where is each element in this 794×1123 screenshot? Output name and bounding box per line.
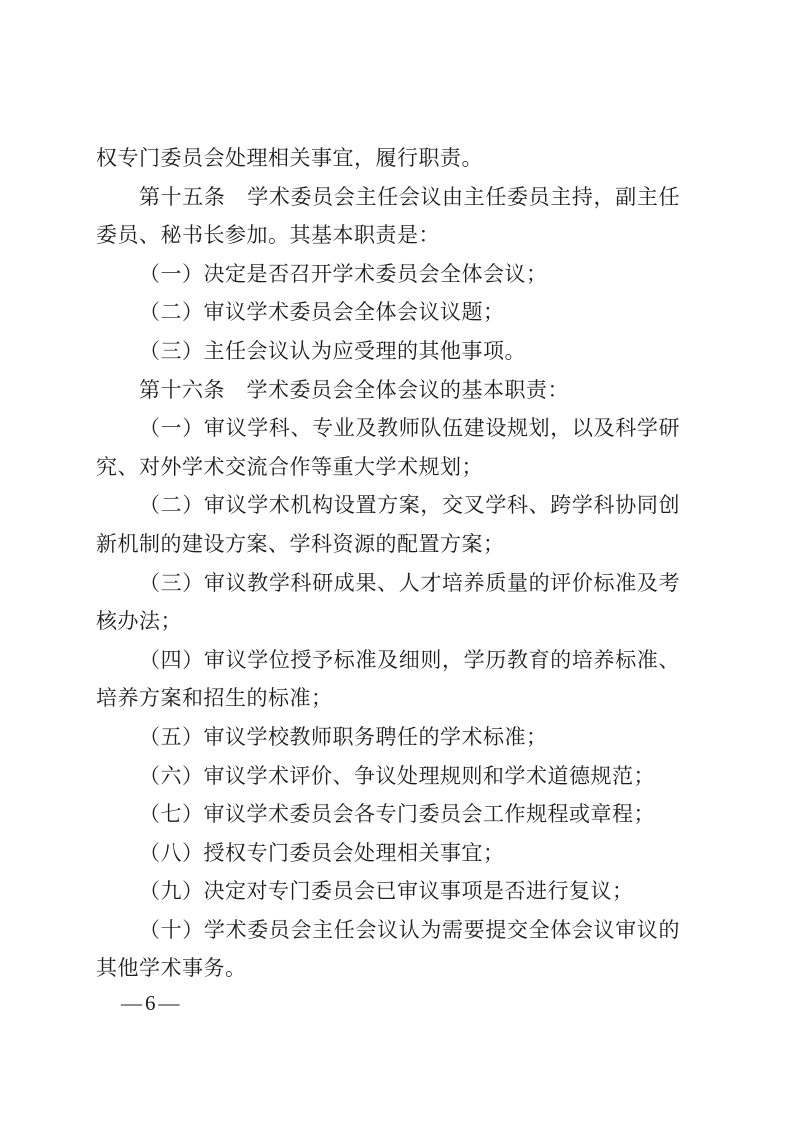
text-line: 究、对外学术交流合作等重大学术规划； bbox=[96, 454, 483, 479]
text-line: （三）审议教学科研成果、人才培养质量的评价标准及考 bbox=[139, 570, 680, 595]
text-line: （三）主任会议认为应受理的其他事项。 bbox=[139, 338, 526, 363]
text-line: 委员、秘书长参加。其基本职责是： bbox=[96, 223, 440, 248]
text-line: （十）学术委员会主任会议认为需要提交全体会议审议的 bbox=[139, 917, 680, 942]
text-line: （一）决定是否召开学术委员会全体会议； bbox=[139, 261, 548, 286]
text-line: （四）审议学位授予标准及细则，学历教育的培养标准、 bbox=[139, 647, 680, 672]
page-number: —6— bbox=[121, 991, 183, 1015]
text-line: （二）审议学术机构设置方案，交叉学科、跨学科协同创 bbox=[139, 493, 680, 518]
text-line: 核办法； bbox=[96, 609, 182, 634]
text-line: （一）审议学科、专业及教师队伍建设规划，以及科学研 bbox=[139, 416, 680, 441]
text-line: （五）审议学校教师职务聘任的学术标准； bbox=[139, 724, 548, 749]
text-line: 权专门委员会处理相关事宜，履行职责。 bbox=[96, 146, 483, 170]
document-body bbox=[96, 139, 680, 988]
text-line: （二）审议学术委员会全体会议议题； bbox=[139, 300, 505, 325]
text-line: 第十五条 学术委员会主任会议由主任委员主持，副主任 bbox=[139, 184, 680, 209]
text-line: 其他学术事务。 bbox=[96, 956, 247, 981]
text-line: （六）审议学术评价、争议处理规则和学术道德规范； bbox=[139, 763, 655, 788]
text-line: （七）审议学术委员会各专门委员会工作规程或章程； bbox=[139, 802, 655, 827]
text-line: 新机制的建设方案、学科资源的配置方案； bbox=[96, 531, 505, 556]
text-line: （九）决定对专门委员会已审议事项是否进行复议； bbox=[139, 879, 634, 904]
text-line: 第十六条 学术委员会全体会议的基本职责： bbox=[139, 377, 569, 402]
text-line: 培养方案和招生的标准； bbox=[96, 686, 333, 711]
text-line: （八）授权专门委员会处理相关事宜； bbox=[139, 840, 505, 865]
